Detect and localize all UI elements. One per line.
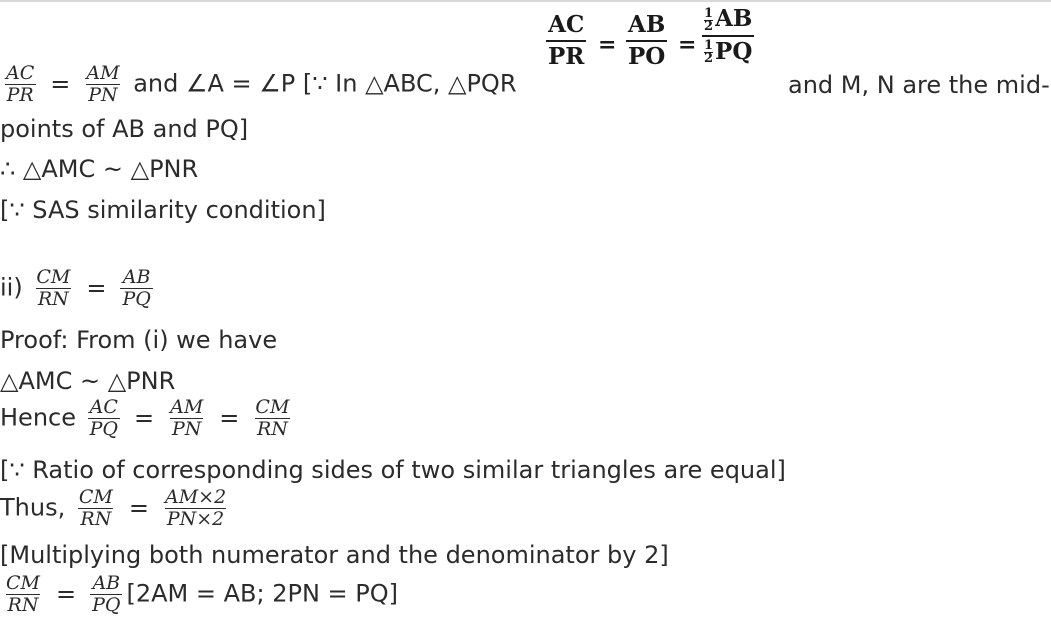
midpoint-note-text: and M, N are the mid- (788, 71, 1050, 99)
fraction-cm-rn-final: $\frac{CM}{RN}$ (6, 572, 40, 616)
ratio-reason: [∵ Ratio of corresponding sides of two similar triangles are equal] (0, 456, 786, 484)
proof-intro: Proof: From (i) we have (0, 326, 278, 354)
thus-label: Thus, (0, 493, 66, 522)
fraction-am-pn: $\frac{AM}{PN}$ (86, 62, 120, 106)
image-fraction-ac-pr: $\frac{AC}{PR}$ (548, 11, 585, 70)
one-half-numerator: $\frac{1}{2}$ (704, 5, 714, 34)
thus-line: Thus, $\frac{CM}{RN}$ = $\frac{AM\times 2}{PN\times 2}$ (0, 486, 227, 530)
fraction-cm-rn-2: $\frac{CM}{RN}$ (255, 396, 290, 440)
one-half-denominator: $\frac{1}{2}$ (704, 38, 714, 66)
statement-line-2: points of AB and PQ] (0, 115, 249, 143)
part-ii-label: ii) (0, 273, 23, 302)
statement-line-1: $\frac{AC}{PR}$ = $\frac{AM}{PN}$ and ∠A = ∠P [∵ In △ABC, △PQR (6, 62, 517, 106)
top-divider (0, 0, 1051, 2)
fraction-am-pn-2: $\frac{AM}{PN}$ (170, 396, 204, 440)
hence-label: Hence (0, 403, 76, 432)
angle-condition-text: and ∠A = ∠P [∵ In △ABC, △PQR (125, 69, 517, 98)
sas-reason: [∵ SAS similarity condition] (0, 196, 326, 224)
image-fraction-half-ab-half-pq: $\frac{1}{2}$ AB $\frac{1}{2}$ PQ (704, 5, 753, 66)
pasted-equation-image: $\frac{AC}{PR}$ = $\frac{AB}{PO}$ = $\frac{1}{2}$ AB $\frac{1}{2}$ PQ (548, 5, 753, 70)
fraction-ab-pq-final: $\frac{AB}{PQ}$ (92, 572, 121, 616)
similarity-conclusion: ∴ △AMC ~ △PNR (0, 155, 199, 183)
fraction-ac-pq: $\frac{AC}{PQ}$ (89, 396, 118, 440)
multiply-reason: [Multiplying both numerator and the denominator by 2] (0, 541, 669, 569)
hence-ratio-line: Hence $\frac{AC}{PQ}$ = $\frac{AM}{PN}$ = $\frac{CM}{RN}$ (0, 396, 290, 440)
similarity-restated: △AMC ~ △PNR (0, 367, 176, 395)
fraction-cm-rn-3: $\frac{CM}{RN}$ (78, 486, 113, 530)
fraction-ac-pr: $\frac{AC}{PR}$ (6, 62, 35, 106)
final-reason: [2AM = AB; 2PN = PQ] (126, 579, 398, 608)
final-result-line: $\frac{CM}{RN}$ = $\frac{AB}{PQ}$ [2AM = AB; 2PN = PQ] (6, 572, 398, 616)
part-ii-statement: ii) $\frac{CM}{RN}$ = $\frac{AB}{PQ}$ (0, 266, 151, 310)
fraction-cm-rn: $\frac{CM}{RN}$ (36, 266, 71, 310)
fraction-ab-pq: $\frac{AB}{PQ}$ (122, 266, 151, 310)
image-fraction-ab-po: $\frac{AB}{PO}$ (628, 11, 666, 70)
fraction-am2-pn2: $\frac{AM\times 2}{PN\times 2}$ (164, 486, 227, 530)
